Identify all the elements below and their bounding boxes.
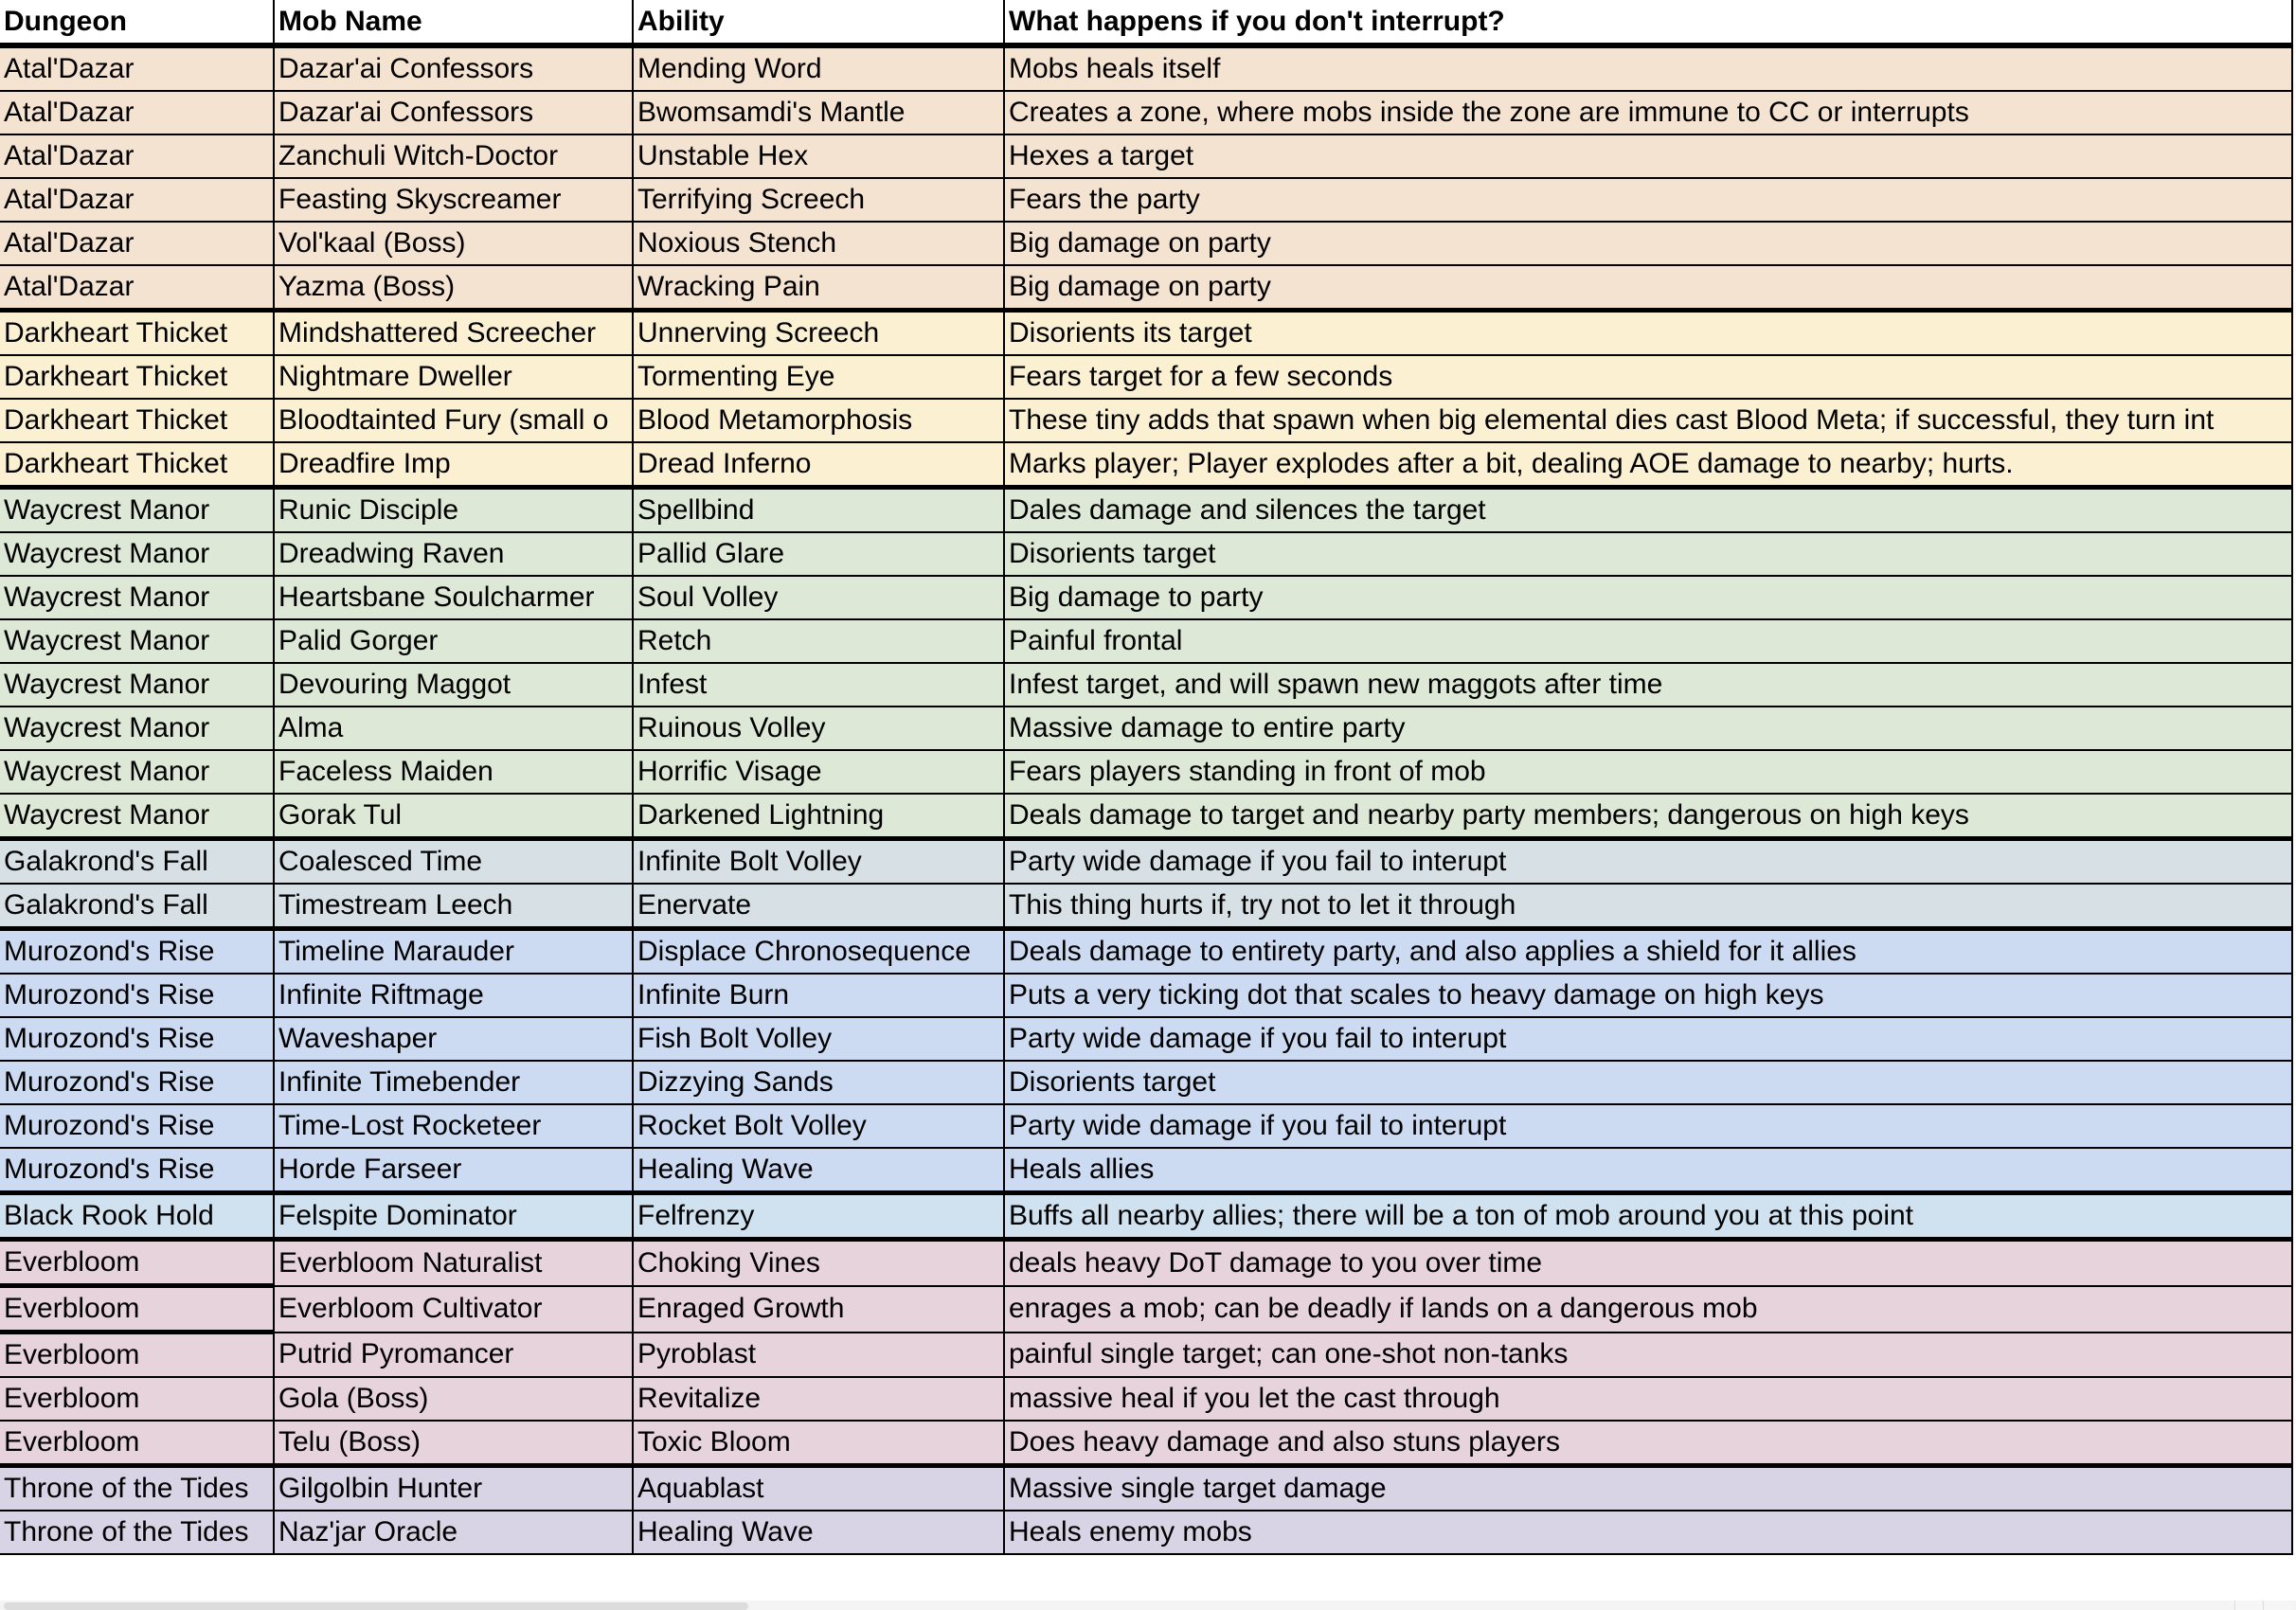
cell-effect[interactable]: Disorients target <box>1004 1061 2292 1104</box>
table-row <box>0 1466 2292 1512</box>
cell-ability[interactable]: Aquablast <box>633 1466 1004 1512</box>
cell-ability[interactable]: Spellbind <box>633 488 1004 533</box>
cell-mob[interactable]: Timestream Leech <box>274 884 633 929</box>
cell-mob[interactable]: Nightmare Dweller <box>274 355 633 399</box>
cell-effect[interactable]: Heals allies <box>1004 1148 2292 1193</box>
cell-effect[interactable]: painful single target; can one-shot non-tanks <box>1004 1333 2292 1378</box>
table-row <box>0 1017 2292 1061</box>
cell-dungeon[interactable]: Galakrond's Fall <box>0 839 274 885</box>
cell-mob[interactable]: Dreadfire Imp <box>274 442 633 488</box>
cell-ability[interactable]: Infinite Burn <box>633 974 1004 1017</box>
table-row <box>0 707 2292 750</box>
cell-mob[interactable]: Devouring Maggot <box>274 663 633 707</box>
header-mob-name[interactable]: Mob Name <box>274 0 633 45</box>
cell-mob[interactable]: Vol'kaal (Boss) <box>274 222 633 265</box>
cell-effect[interactable]: Party wide damage if you fail to interupt <box>1004 839 2292 885</box>
table-row <box>0 974 2292 1017</box>
header-ability[interactable]: Ability <box>633 0 1004 45</box>
table-row <box>0 794 2292 839</box>
cell-ability[interactable]: Tormenting Eye <box>633 355 1004 399</box>
cell-effect[interactable]: Infest target, and will spawn new maggots after time <box>1004 663 2292 707</box>
cell-mob[interactable]: Gola (Boss) <box>274 1377 633 1421</box>
cell-ability[interactable]: Dizzying Sands <box>633 1061 1004 1104</box>
cell-effect[interactable]: Big damage on party <box>1004 222 2292 265</box>
cell-effect[interactable]: Massive damage to entire party <box>1004 707 2292 750</box>
cell-dungeon[interactable]: Darkheart Thicket <box>0 442 274 488</box>
cell-ability[interactable]: Fish Bolt Volley <box>633 1017 1004 1061</box>
cell-mob[interactable]: Bloodtainted Fury (small o <box>274 399 633 442</box>
cell-effect[interactable]: Painful frontal <box>1004 619 2292 663</box>
table-row <box>0 1104 2292 1148</box>
table-row <box>0 91 2292 134</box>
cell-mob[interactable]: Alma <box>274 707 633 750</box>
cell-mob[interactable]: Putrid Pyromancer <box>274 1333 633 1378</box>
table-row <box>0 1377 2292 1421</box>
cell-dungeon[interactable]: Atal'Dazar <box>0 178 274 222</box>
cell-effect[interactable]: Dales damage and silences the target <box>1004 488 2292 533</box>
table-row <box>0 222 2292 265</box>
cell-mob[interactable]: Palid Gorger <box>274 619 633 663</box>
cell-mob[interactable]: Felspite Dominator <box>274 1193 633 1240</box>
cell-ability[interactable]: Darkened Lightning <box>633 794 1004 839</box>
cell-ability[interactable]: Felfrenzy <box>633 1193 1004 1240</box>
cell-mob[interactable]: Dazar'ai Confessors <box>274 91 633 134</box>
table-row <box>0 1148 2292 1193</box>
cell-effect[interactable]: Deals damage to entirety party, and also applies a shield for it allies <box>1004 929 2292 975</box>
cell-dungeon[interactable]: Murozond's Rise <box>0 1061 274 1104</box>
cell-mob[interactable]: Telu (Boss) <box>274 1421 633 1466</box>
table-row <box>0 1286 2292 1333</box>
cell-effect[interactable]: Puts a very ticking dot that scales to heavy damage on high keys <box>1004 974 2292 1017</box>
cell-effect[interactable]: Big damage to party <box>1004 576 2292 619</box>
table-row <box>0 442 2292 488</box>
cell-ability[interactable]: Dread Inferno <box>633 442 1004 488</box>
cell-dungeon[interactable]: Murozond's Rise <box>0 1104 274 1148</box>
cell-dungeon[interactable]: Atal'Dazar <box>0 265 274 311</box>
table-row <box>0 750 2292 794</box>
cell-mob[interactable]: Gilgolbin Hunter <box>274 1466 633 1512</box>
cell-dungeon[interactable]: Darkheart Thicket <box>0 399 274 442</box>
cell-dungeon[interactable]: Everbloom <box>0 1286 274 1333</box>
cell-effect[interactable]: Mobs heals itself <box>1004 45 2292 91</box>
cell-mob[interactable]: Horde Farseer <box>274 1148 633 1193</box>
cell-ability[interactable]: Enervate <box>633 884 1004 929</box>
cell-dungeon[interactable]: Waycrest Manor <box>0 532 274 576</box>
cell-dungeon[interactable]: Murozond's Rise <box>0 1017 274 1061</box>
cell-mob[interactable]: Naz'jar Oracle <box>274 1511 633 1554</box>
cell-mob[interactable]: Dazar'ai Confessors <box>274 45 633 91</box>
table-row <box>0 619 2292 663</box>
cell-ability[interactable]: Horrific Visage <box>633 750 1004 794</box>
cell-ability[interactable]: Terrifying Screech <box>633 178 1004 222</box>
cell-effect[interactable]: Deals damage to target and nearby party members; dangerous on high keys <box>1004 794 2292 839</box>
cell-effect[interactable]: Party wide damage if you fail to interupt <box>1004 1104 2292 1148</box>
cell-dungeon[interactable]: Murozond's Rise <box>0 1148 274 1193</box>
cell-dungeon[interactable]: Atal'Dazar <box>0 45 274 91</box>
cell-dungeon[interactable]: Throne of the Tides <box>0 1511 274 1554</box>
cell-ability[interactable]: Ruinous Volley <box>633 707 1004 750</box>
scrollbar-thumb[interactable] <box>4 1602 748 1610</box>
cell-dungeon[interactable]: Murozond's Rise <box>0 929 274 975</box>
cell-mob[interactable]: Dreadwing Raven <box>274 532 633 576</box>
cell-dungeon[interactable]: Black Rook Hold <box>0 1193 274 1240</box>
table-row <box>0 1421 2292 1466</box>
table-row <box>0 265 2292 311</box>
cell-effect[interactable]: Fears the party <box>1004 178 2292 222</box>
cell-effect[interactable]: Disorients its target <box>1004 311 2292 356</box>
cell-dungeon[interactable]: Waycrest Manor <box>0 707 274 750</box>
cell-ability[interactable]: Healing Wave <box>633 1511 1004 1554</box>
cell-dungeon[interactable]: Waycrest Manor <box>0 619 274 663</box>
cell-mob[interactable]: Heartsbane Soulcharmer <box>274 576 633 619</box>
cell-effect[interactable]: Fears target for a few seconds <box>1004 355 2292 399</box>
cell-ability[interactable]: Rocket Bolt Volley <box>633 1104 1004 1148</box>
table-row <box>0 532 2292 576</box>
cell-ability[interactable]: Enraged Growth <box>633 1286 1004 1333</box>
cell-ability[interactable]: Revitalize <box>633 1377 1004 1421</box>
cell-effect[interactable]: Big damage on party <box>1004 265 2292 311</box>
cell-effect[interactable]: Does heavy damage and also stuns players <box>1004 1421 2292 1466</box>
table-row <box>0 576 2292 619</box>
cell-dungeon[interactable]: Everbloom <box>0 1240 274 1286</box>
cell-ability[interactable]: Infest <box>633 663 1004 707</box>
cell-dungeon[interactable]: Waycrest Manor <box>0 488 274 533</box>
cell-dungeon[interactable]: Throne of the Tides <box>0 1466 274 1512</box>
cell-effect[interactable]: Fears players standing in front of mob <box>1004 750 2292 794</box>
cell-effect[interactable]: Buffs all nearby allies; there will be a ton of mob around you at this point <box>1004 1193 2292 1240</box>
cell-effect[interactable]: This thing hurts if, try not to let it through <box>1004 884 2292 929</box>
cell-mob[interactable]: Faceless Maiden <box>274 750 633 794</box>
cell-ability[interactable]: Soul Volley <box>633 576 1004 619</box>
cell-mob[interactable]: Time-Lost Rocketeer <box>274 1104 633 1148</box>
cell-dungeon[interactable]: Waycrest Manor <box>0 794 274 839</box>
cell-dungeon[interactable]: Galakrond's Fall <box>0 884 274 929</box>
cell-ability[interactable]: Wracking Pain <box>633 265 1004 311</box>
cell-mob[interactable]: Everbloom Naturalist <box>274 1240 633 1286</box>
cell-effect[interactable]: Hexes a target <box>1004 134 2292 178</box>
cell-ability[interactable]: Infinite Bolt Volley <box>633 839 1004 885</box>
cell-effect[interactable]: Marks player; Player explodes after a bit, dealing AOE damage to nearby; hurts. <box>1004 442 2292 488</box>
cell-dungeon[interactable]: Atal'Dazar <box>0 222 274 265</box>
cell-effect[interactable]: Massive single target damage <box>1004 1466 2292 1512</box>
cell-mob[interactable]: Feasting Skyscreamer <box>274 178 633 222</box>
table-row <box>0 1061 2292 1104</box>
cell-dungeon[interactable]: Waycrest Manor <box>0 576 274 619</box>
table-row <box>0 1511 2292 1554</box>
cell-effect[interactable]: Party wide damage if you fail to interupt <box>1004 1017 2292 1061</box>
table-row <box>0 488 2292 533</box>
table-row <box>0 839 2292 885</box>
header-effect[interactable]: What happens if you don't interrupt? <box>1004 0 2292 45</box>
table-row <box>0 45 2292 91</box>
cell-ability[interactable]: Mending Word <box>633 45 1004 91</box>
cell-ability[interactable]: Bwomsamdi's Mantle <box>633 91 1004 134</box>
cell-ability[interactable]: Choking Vines <box>633 1240 1004 1286</box>
cell-effect[interactable]: These tiny adds that spawn when big elemental dies cast Blood Meta; if successful, they turn int <box>1004 399 2292 442</box>
cell-ability[interactable]: Noxious Stench <box>633 222 1004 265</box>
cell-dungeon[interactable]: Darkheart Thicket <box>0 355 274 399</box>
cell-effect[interactable]: massive heal if you let the cast through <box>1004 1377 2292 1421</box>
cell-mob[interactable]: Infinite Timebender <box>274 1061 633 1104</box>
table-row <box>0 1240 2292 1286</box>
cell-mob[interactable]: Timeline Marauder <box>274 929 633 975</box>
cell-ability[interactable]: Pallid Glare <box>633 532 1004 576</box>
cell-mob[interactable]: Yazma (Boss) <box>274 265 633 311</box>
cell-mob[interactable]: Runic Disciple <box>274 488 633 533</box>
cell-dungeon[interactable]: Darkheart Thicket <box>0 311 274 356</box>
cell-effect[interactable]: Creates a zone, where mobs inside the zone are immune to CC or interrupts <box>1004 91 2292 134</box>
horizontal-scrollbar[interactable] <box>0 1601 2296 1610</box>
cell-mob[interactable]: Zanchuli Witch-Doctor <box>274 134 633 178</box>
header-dungeon[interactable]: Dungeon <box>0 0 274 45</box>
cell-ability[interactable]: Retch <box>633 619 1004 663</box>
cell-ability[interactable]: Unnerving Screech <box>633 311 1004 356</box>
cell-ability[interactable]: Blood Metamorphosis <box>633 399 1004 442</box>
scroll-right-button[interactable] <box>2263 1601 2292 1610</box>
table-row <box>0 884 2292 929</box>
cell-mob[interactable]: Waveshaper <box>274 1017 633 1061</box>
table-row <box>0 311 2292 356</box>
table-row <box>0 178 2292 222</box>
cell-dungeon[interactable]: Waycrest Manor <box>0 750 274 794</box>
header-row <box>0 0 2292 45</box>
cell-ability[interactable]: Toxic Bloom <box>633 1421 1004 1466</box>
table-row <box>0 929 2292 975</box>
cell-dungeon[interactable]: Everbloom <box>0 1377 274 1421</box>
cell-effect[interactable]: Heals enemy mobs <box>1004 1511 2292 1554</box>
cell-dungeon[interactable]: Murozond's Rise <box>0 974 274 1017</box>
cell-mob[interactable]: Coalesced Time <box>274 839 633 885</box>
table-row <box>0 355 2292 399</box>
cell-ability[interactable]: Unstable Hex <box>633 134 1004 178</box>
cell-mob[interactable]: Gorak Tul <box>274 794 633 839</box>
table-row <box>0 1193 2292 1240</box>
cell-mob[interactable]: Mindshattered Screecher <box>274 311 633 356</box>
cell-mob[interactable]: Everbloom Cultivator <box>274 1286 633 1333</box>
cell-effect[interactable]: enrages a mob; can be deadly if lands on a dangerous mob <box>1004 1286 2292 1333</box>
cell-ability[interactable]: Displace Chronosequence <box>633 929 1004 975</box>
cell-effect[interactable]: Disorients target <box>1004 532 2292 576</box>
scroll-left-button[interactable] <box>2234 1601 2264 1610</box>
table-row <box>0 1333 2292 1378</box>
table-row <box>0 663 2292 707</box>
cell-effect[interactable]: deals heavy DoT damage to you over time <box>1004 1240 2292 1286</box>
cell-ability[interactable]: Pyroblast <box>633 1333 1004 1378</box>
table-row <box>0 134 2292 178</box>
cell-ability[interactable]: Healing Wave <box>633 1148 1004 1193</box>
cell-dungeon[interactable]: Everbloom <box>0 1421 274 1466</box>
cell-dungeon[interactable]: Atal'Dazar <box>0 134 274 178</box>
cell-dungeon[interactable]: Waycrest Manor <box>0 663 274 707</box>
cell-dungeon[interactable]: Atal'Dazar <box>0 91 274 134</box>
cell-mob[interactable]: Infinite Riftmage <box>274 974 633 1017</box>
table-row <box>0 399 2292 442</box>
cell-dungeon[interactable]: Everbloom <box>0 1333 274 1378</box>
